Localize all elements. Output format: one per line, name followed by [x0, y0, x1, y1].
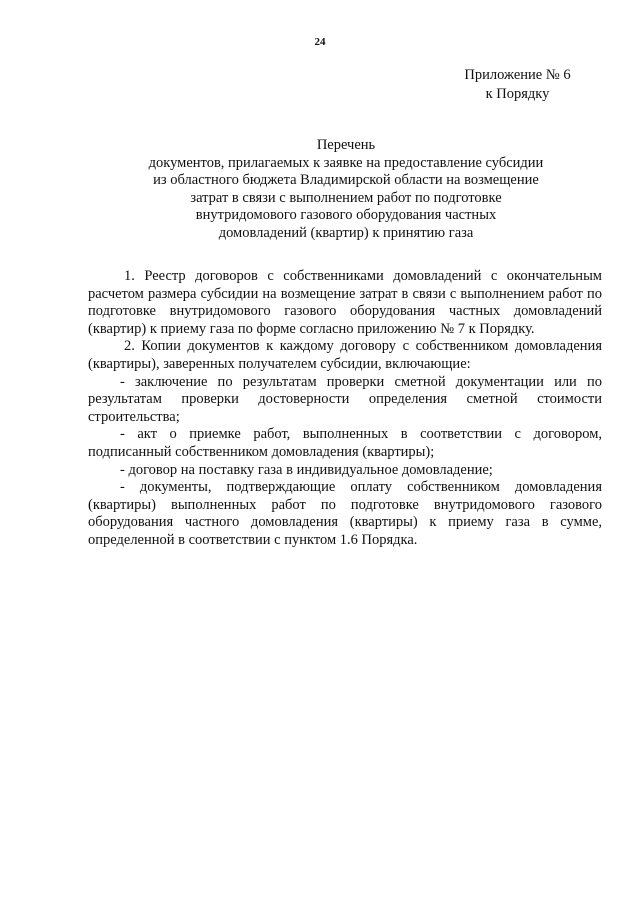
title-line: внутридомового газового оборудования частных: [195, 207, 497, 224]
title-line: из областного бюджета Владимирской области на возмещение: [153, 172, 539, 189]
title-line: документов, прилагаемых к заявке на предоставление субсидии: [148, 154, 544, 171]
sub-item-gas-supply-contract: - договор на поставку газа в индивидуальное домовладение;: [120, 461, 493, 478]
sub-item-payment-documents: - документы, подтверждающие оплату собственником домовладения (квартиры) выполненных работ по подготовке внутридомового газового оборудования частного домовладения (квартиры) к приему газа в сумме, определенной в соответствии с пунктом 1.6 Порядка.: [88, 479, 602, 548]
sub-item-acceptance-act: - акт о приемке работ, выполненных в соответствии с договором, подписанный собственником домовладения (квартиры);: [88, 426, 602, 460]
appendix-header: [455, 66, 580, 104]
list-item-2: 2. Копии документов к каждому договору с собственником домовладения (квартиры), заверенных получателем субсидии, включающие:: [88, 338, 602, 372]
document-title: [96, 137, 596, 243]
title-heading: Перечень: [316, 137, 376, 153]
page-number: 24: [314, 36, 326, 48]
sub-item-conclusion: - заключение по результатам проверки сметной документации или по результатам проверки достоверности определения сметной стоимости строительства;: [88, 373, 602, 425]
document-body: [88, 268, 602, 550]
title-line: затрат в связи с выполнением работ по подготовке: [190, 189, 502, 206]
title-line: домовладений (квартир) к принятию газа: [218, 224, 474, 241]
appendix-reference: к Порядку: [485, 86, 550, 102]
appendix-number: Приложение № 6: [464, 67, 571, 83]
list-item-1: 1. Реестр договоров с собственниками домовладений с окончательным расчетом размера субсидии на возмещение затрат в связи с выполнением работ по подготовке внутридомового газового оборудования частных домовладений (квартир) к приему газа по форме согласно приложению № 7 к Порядку.: [88, 268, 602, 337]
